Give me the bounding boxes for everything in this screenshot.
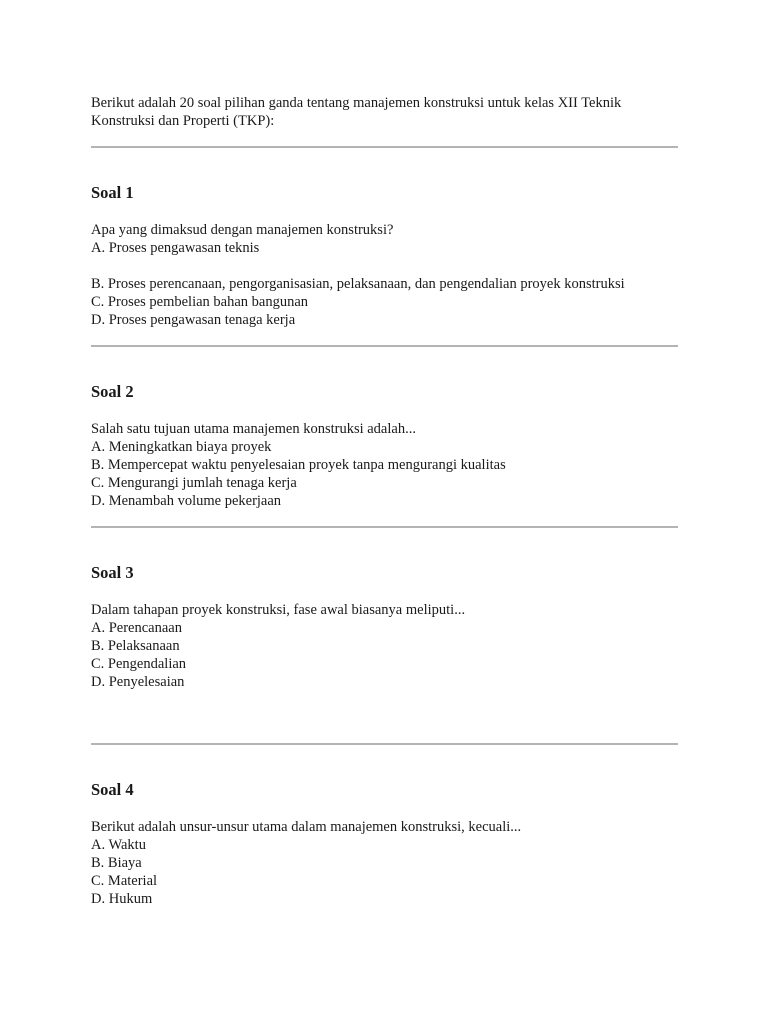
horizontal-divider (91, 526, 678, 528)
answer-option: D. Menambah volume pekerjaan (91, 493, 282, 509)
question-block (91, 420, 678, 510)
answer-option: A. Perencanaan (91, 620, 182, 636)
question-block (91, 818, 678, 908)
question-title: Soal 1 (91, 183, 134, 202)
horizontal-divider (91, 146, 678, 148)
question-title: Soal 3 (91, 563, 134, 582)
question-text: Salah satu tujuan utama manajemen konstruksi adalah... (91, 421, 416, 437)
question-text: Dalam tahapan proyek konstruksi, fase awal biasanya meliputi... (91, 602, 466, 618)
answer-option: C. Material (91, 873, 158, 889)
answer-option: C. Proses pembelian bahan bangunan (91, 294, 309, 310)
horizontal-divider (91, 743, 678, 745)
question-text: Berikut adalah unsur-unsur utama dalam manajemen konstruksi, kecuali... (91, 819, 522, 835)
answer-option: B. Pelaksanaan (91, 638, 180, 654)
question-title: Soal 2 (91, 382, 134, 401)
horizontal-divider (91, 345, 678, 347)
question-block (91, 601, 678, 691)
question-text: Apa yang dimaksud dengan manajemen konstruksi? (91, 222, 394, 238)
answer-option: B. Proses perencanaan, pengorganisasian, pelaksanaan, dan pengendalian proyek konstruksi (91, 276, 625, 292)
intro-paragraph: Berikut adalah 20 soal pilihan ganda tentang manajemen konstruksi untuk kelas XII Teknik Konstruksi dan Properti (TKP): (91, 95, 622, 129)
answer-option: D. Penyelesaian (91, 674, 185, 690)
question-title: Soal 4 (91, 780, 134, 799)
answer-option: A. Waktu (91, 837, 146, 853)
answer-option: A. Proses pengawasan teknis (91, 240, 260, 256)
answer-option: B. Mempercepat waktu penyelesaian proyek tanpa mengurangi kualitas (91, 457, 506, 473)
answer-option: D. Proses pengawasan tenaga kerja (91, 312, 296, 328)
answer-option: C. Pengendalian (91, 656, 187, 672)
answer-option: A. Meningkatkan biaya proyek (91, 439, 272, 455)
question-block (91, 221, 678, 329)
answer-option: D. Hukum (91, 891, 153, 907)
answer-option: B. Biaya (91, 855, 142, 871)
answer-option: C. Mengurangi jumlah tenaga kerja (91, 475, 297, 491)
